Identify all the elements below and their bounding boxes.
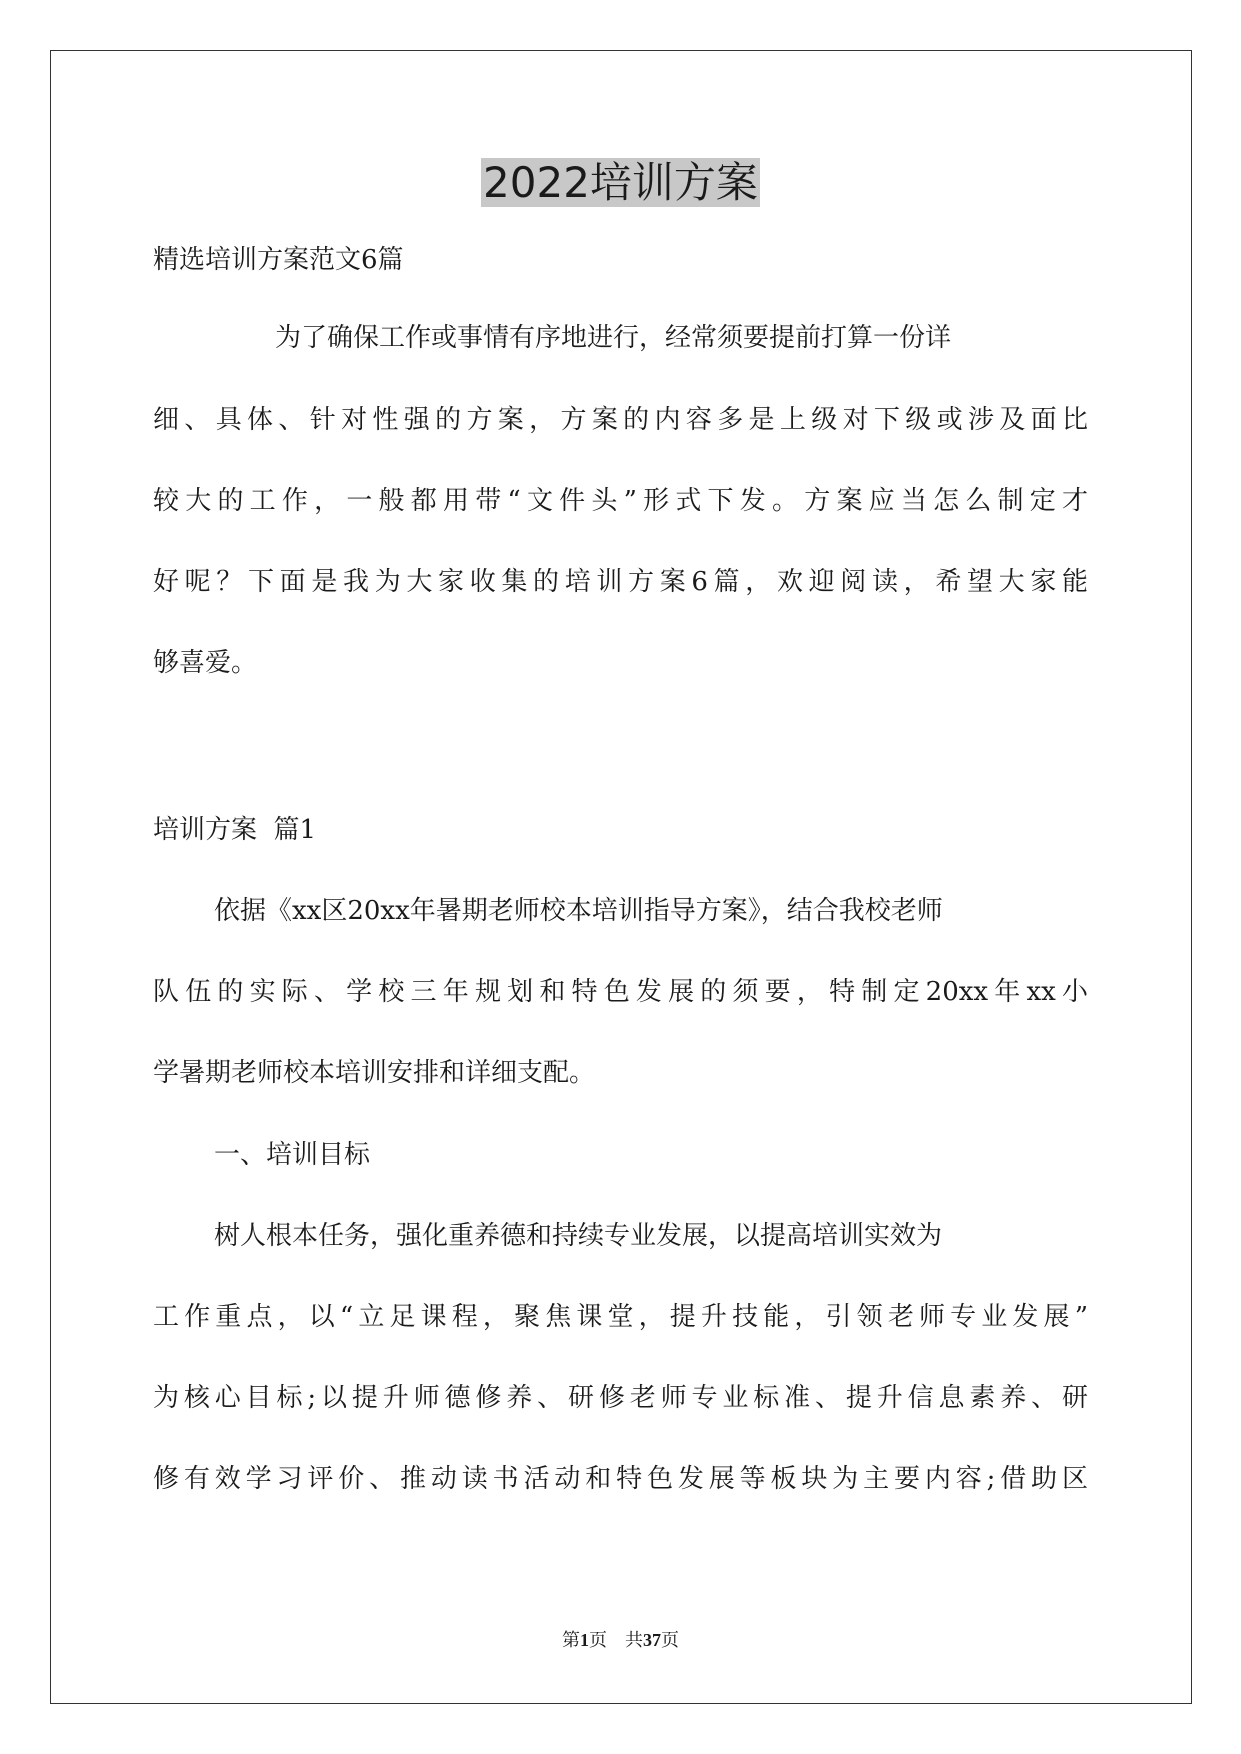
- intro-line-1: 为了确保工作或事情有序地进行，经常须要提前打算一份详: [275, 323, 952, 353]
- intro-line-5: 够喜爱。: [153, 648, 258, 678]
- item-heading: 一、培训目标: [214, 1140, 371, 1170]
- footer-total-suffix: 页: [661, 1630, 679, 1650]
- page-border: [50, 50, 1192, 1704]
- intro-line-4: 好呢？下面是我为大家收集的培训方案6篇，欢迎阅读，希望大家能: [153, 567, 1088, 597]
- document-title-text: 2022培训方案: [483, 158, 758, 207]
- para2-line-3: 为核心目标;以提升师德修养、研修老师专业标准、提升信息素养、研: [153, 1383, 1088, 1413]
- para2-line-4: 修有效学习评价、推动读书活动和特色发展等板块为主要内容;借助区: [153, 1464, 1088, 1494]
- footer-total-prefix: 共: [625, 1630, 643, 1650]
- para2-line-2: 工作重点，以“立足课程，聚焦课堂，提升技能，引领老师专业发展”: [153, 1302, 1088, 1332]
- footer-page-total: 37: [643, 1630, 661, 1650]
- para1-line-1: 依据《xx区20xx年暑期老师校本培训指导方案》，结合我校老师: [214, 896, 943, 926]
- document-subtitle: 精选培训方案范文6篇: [153, 245, 404, 275]
- para1-line-3: 学暑期老师校本培训安排和详细支配。: [153, 1058, 596, 1088]
- intro-line-3: 较大的工作，一般都用带“文件头”形式下发。方案应当怎么制定才: [153, 486, 1088, 516]
- page-footer: [0, 1628, 1241, 1652]
- footer-page-prefix: 第: [562, 1630, 580, 1650]
- document-title: [0, 155, 1241, 211]
- section-heading: 培训方案 篇1: [153, 815, 317, 845]
- footer-page-suffix: 页: [589, 1630, 607, 1650]
- intro-line-2: 细、具体、针对性强的方案，方案的内容多是上级对下级或涉及面比: [153, 405, 1088, 435]
- footer-page-current: 1: [580, 1630, 589, 1650]
- para2-line-1: 树人根本任务，强化重养德和持续专业发展，以提高培训实效为: [214, 1221, 943, 1251]
- para1-line-2: 队伍的实际、学校三年规划和特色发展的须要，特制定20xx年xx小: [153, 977, 1088, 1007]
